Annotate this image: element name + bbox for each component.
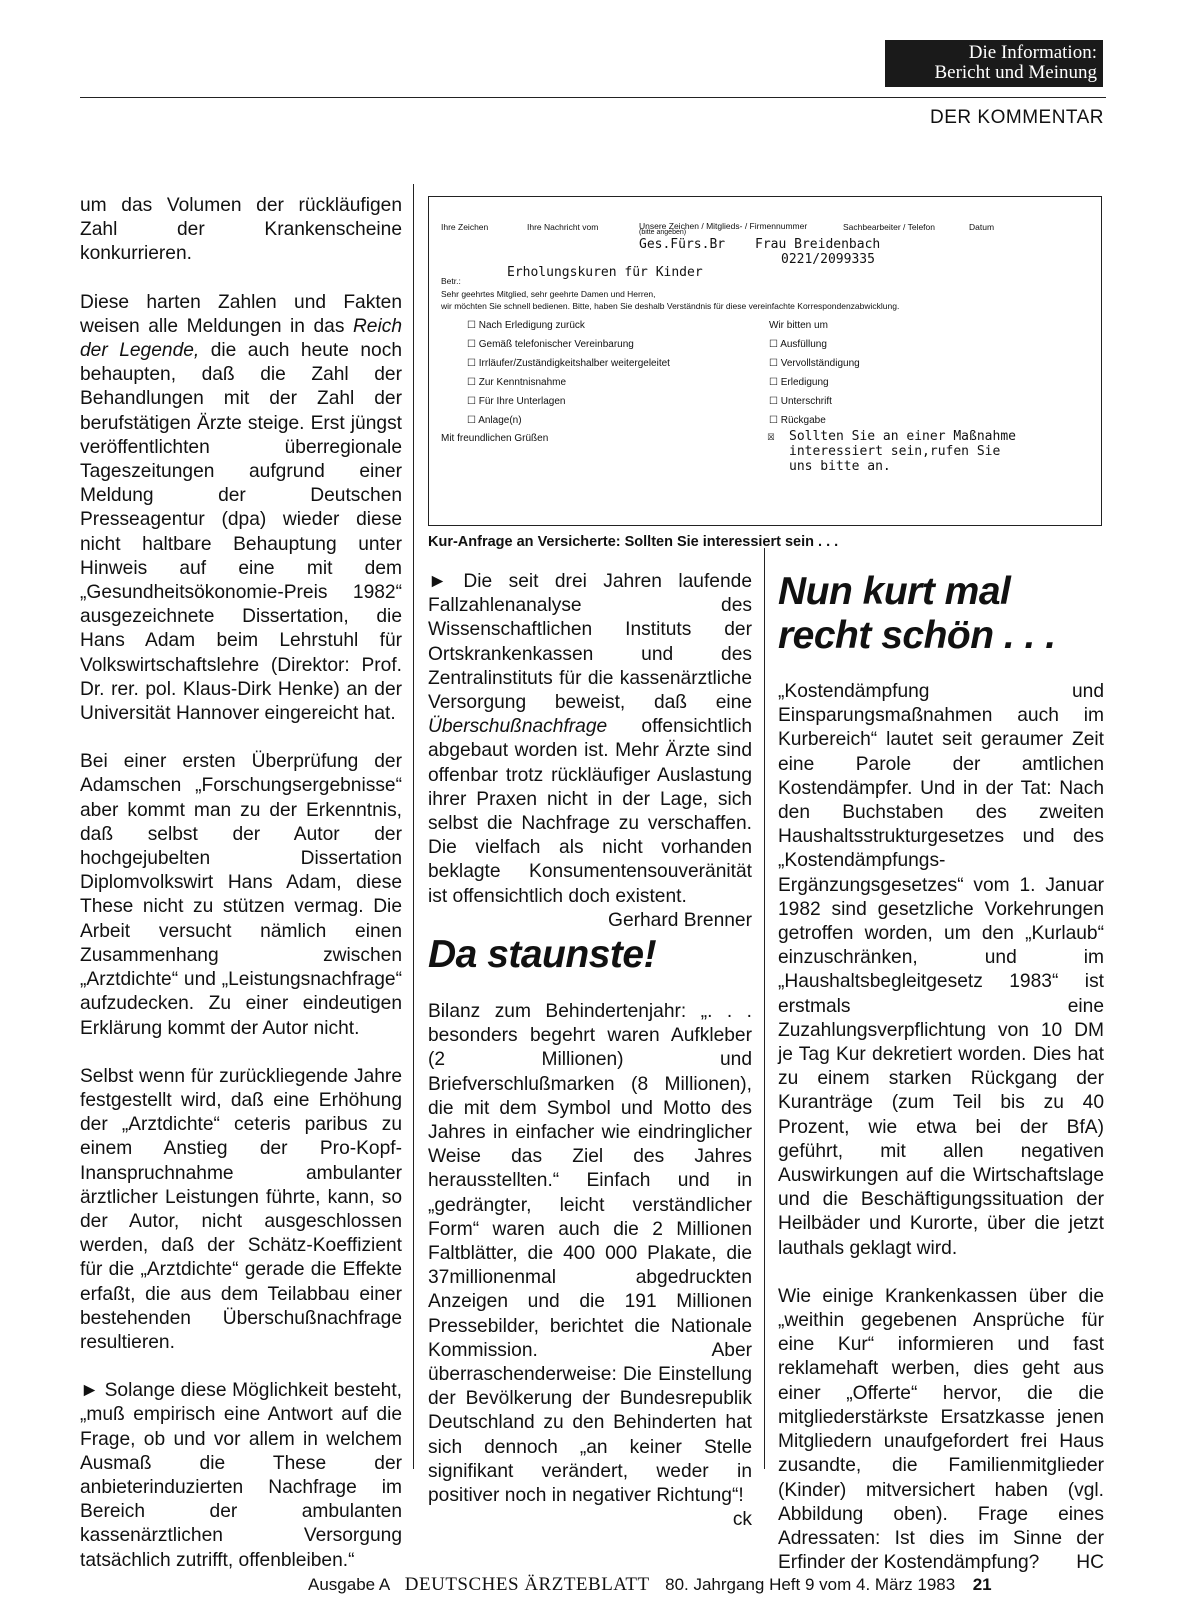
c3-paragraph-2	[778, 1285, 1104, 1575]
c2-p1-italic: Überschußnachfrage	[428, 716, 608, 738]
figure-caption: Kur-Anfrage an Versicherte: Sollten Sie interessiert sein . . .	[428, 534, 839, 550]
form-option-left-5: ☐ Für Ihre Unterlagen	[467, 396, 566, 407]
c1-paragraph-5	[80, 1379, 402, 1573]
form-option-right-3: ☐ Erledigung	[769, 377, 829, 388]
column-divider-1	[413, 184, 414, 1469]
footer-issue: 80. Jahrgang Heft 9 vom 4. März 1983	[665, 1575, 956, 1594]
c2-p2-text: Bilanz zum Behindertenjahr: „. . . besonders begehrt waren Aufkleber (2 Millionen) und Briefverschlußmarken (8 Millionen), die mit dem Symbol und Motto des Jahres in einfacher wie eindringlicher Weise das Ziel des Jahres herausstellten.“ Einfach und in „gedrängter, leicht verständlicher Form“ waren auch die 2 Millionen Faltblätter, die 400 000 Plakate, die 37millionenmal abgedruckten Anzeigen und die 191 Millionen Pressebilder, berichtet die Nationale Kommission. Aber überraschenderweise: Die Einstellung der Bevölkerung der Bundesrepublik Deutschland zu den Behinderten hat sich dennoch „an keiner Stelle signifikant verändert, weder in positiver noch in negativer Richtung“!	[428, 1001, 752, 1507]
footer-edition: Ausgabe A	[308, 1575, 390, 1594]
typed-note-line-3: uns bitte an.	[789, 459, 891, 474]
form-option-left-4: ☐ Zur Kenntnisnahme	[467, 377, 567, 388]
author-signature: Gerhard Brenner	[608, 909, 752, 931]
option-label: Irrläufer/Zuständigkeitshalber weitergeleitet	[478, 358, 670, 369]
option-label: Rückgabe	[780, 415, 826, 426]
c1-p2-text-b: die auch heute noch behaupten, daß die Zahl der Behandlungen mit der Zahl der berufstätigen Ärzte steige. Erst jüngst veröffentlichten überregionale Tageszeitungen aufgrund einer Meldung der Deutschen Presseagentur (dpa) wieder diese nicht haltbare Behauptung unter Hinweis auf eine mit dem „Gesundheitsökonomie-Preis 1982“ ausgezeichnete Dissertation, die Hans Adam beim Lehrstuhl für Volkswirtschaftslehre (Direktor: Prof. Dr. rer. pol. Klaus-Dirk Henke) an der Universität Hannover eingereicht hat.	[80, 340, 402, 725]
option-label: Unterschrift	[780, 396, 832, 407]
c2-paragraph-1	[428, 570, 752, 909]
typed-note-line-1: Sollten Sie an einer Maßnahme	[789, 429, 1016, 444]
option-label: Vervollständigung	[780, 358, 860, 369]
form-option-left-6: ☐ Anlage(n)	[467, 415, 522, 426]
column-2	[428, 570, 752, 933]
option-label: Gemäß telefonischer Vereinbarung	[478, 339, 634, 350]
option-label: Anlage(n)	[478, 415, 522, 426]
arrow-icon: ►	[428, 571, 447, 592]
checked-box-icon: ☒	[767, 429, 775, 444]
c1-p2-italic: Reich der Legende,	[80, 315, 402, 362]
form-option-right-4: ☐ Unterschrift	[769, 396, 832, 407]
c1-paragraph-3: Bei einer ersten Überprüfung der Adamschen „Forschungsergebnisse“ aber kommt man zu der Erkenntnis, daß selbst der Autor der hochgejubelten Dissertation Diplomvolkswirt Hans Adam, diese These nicht zu stützen vermag. Die Arbeit versucht nämlich einen Zusammenhang zwischen „Arztdichte“ und „Leistungsnachfrage“ aufzudecken. Zu einer eindeutigen Erklärung kommt der Autor nicht.	[80, 751, 402, 1039]
badge-line-2: Bericht und Meinung	[934, 62, 1097, 83]
option-label: Erledigung	[780, 377, 829, 388]
section-title: DER KOMMENTAR	[930, 107, 1104, 128]
form-option-left-2: ☐ Gemäß telefonischer Vereinbarung	[467, 339, 634, 350]
option-label: Ausfüllung	[780, 339, 827, 350]
c3-paragraph-1: „Kostendämpfung und Einsparungsmaßnahmen auch im Kurbereich“ lautet seit geraumer Zeit eine Parole der amtlichen Kostendämpfer. Und in der Tat: Nach den Buchstaben des zweiten Haushaltsstrukturgesetzes und des „Kostendämpfungs-Ergänzungsgesetzes“ vom 1. Januar 1982 sind gesetzliche Vorkehrungen getroffen worden, um den „Kurlaub“ einzuschränken, und im „Haushaltsbegleitgesetz 1983“ ist erstmals eine Zuzahlungsverpflichtung von 10 DM je Tag Kur dekretiert worden. Dies hat zu einem starken Rückgang der Kuranträge (zum Teil bis zu 40 Prozent, wie etwa bei der BfA) geführt, mit allen negativen Auswirkungen auf die Wirtschaftslage und die Beschäftigungssituation der Heilbäder und Kurorte, über die jetzt lauthals geklagt wird.	[778, 681, 1104, 1259]
option-label: Nach Erledigung zurück	[478, 320, 585, 331]
form-label-sachbearbeiter: Sachbearbeiter / Telefon	[843, 222, 935, 232]
form-salutation: Sehr geehrtes Mitglied, sehr geehrte Damen und Herren,	[441, 289, 656, 299]
page-footer	[308, 1574, 992, 1596]
form-option-left-1: ☐ Nach Erledigung zurück	[467, 320, 585, 331]
c1-paragraph-4: Selbst wenn für zurückliegende Jahre festgestellt wird, daß eine Erhöhung der „Arztdichte“ ceteris paribus zu einem Anstieg der Pro-Kopf-Inanspruchnahme ambulanter ärztlicher Leistungen führte, kann, so der Autor, nicht ausgeschlossen werden, daß der Schätz-Koeffizient für die „Arztdichte“ gerade die Effekte erfaßt, die aus dem Teilabbau einer bestehenden Überschußnachfrage resultieren.	[80, 1065, 402, 1353]
form-option-right-1: ☐ Ausfüllung	[769, 339, 827, 350]
headline-da-staunste: Da staunste!	[428, 933, 657, 976]
column-divider-2	[764, 548, 765, 1469]
typed-contact-phone: 0221/2099335	[781, 252, 875, 267]
arrow-icon: ►	[80, 1380, 99, 1402]
header-rule	[80, 97, 1106, 98]
form-label-ihre-nachricht: Ihre Nachricht vom	[527, 222, 599, 232]
form-option-left-3: ☐ Irrläufer/Zuständigkeitshalber weitergeleitet	[467, 358, 670, 369]
option-label: Für Ihre Unterlagen	[478, 396, 566, 407]
c2-initials: ck	[732, 1509, 752, 1531]
form-label-ihre-zeichen: Ihre Zeichen	[441, 222, 489, 232]
form-letter-figure	[428, 196, 1102, 526]
form-intro: wir möchten Sie schnell bedienen. Bitte, haben Sie deshalb Verständnis für diese vereinfachte Korrespondenzabwicklung.	[441, 301, 900, 311]
page-number: 21	[972, 1575, 992, 1594]
option-label: Zur Kenntnisnahme	[478, 377, 567, 388]
section-badge	[885, 40, 1103, 87]
c3-initials: HC	[1076, 1552, 1104, 1574]
c1-p5-text: Solange diese Möglichkeit besteht, „muß empirisch eine Antwort auf die Frage, ob und vor allem in welchem Ausmaß die These der anbieterinduzierten Nachfrage im Bereich der ambulanten kassenärztlichen Versorgung tatsächlich zutrifft, offenbleiben.“	[80, 1380, 402, 1571]
c2-paragraph-2	[428, 1000, 752, 1531]
form-label-unsere-zeichen: Unsere Zeichen / Mitglieds- / Firmennummer	[639, 221, 808, 231]
c2-p1-text-b: offensichtlich abgebaut worden ist. Mehr Ärzte sind offenbar trotz rückläufiger Auslastung ihrer Praxen nicht in der Lage, sich selbst die Nachfrage zu verschaffen. Die vielfach als nicht vorhanden beklagte Konsumentensouveränität ist offensichtlich doch existent.	[428, 716, 752, 907]
column-3	[778, 680, 1104, 1575]
typed-reference-code: Ges.Fürs.Br	[639, 237, 726, 252]
c1-p2-text-a: Diese harten Zahlen und Fakten weisen alle Meldungen in das	[80, 291, 402, 337]
typed-note-line-2: interessiert sein,rufen Sie	[789, 444, 1001, 459]
typed-subject: Erholungskuren für Kinder	[507, 265, 703, 280]
headline-line-2: recht schön . . .	[778, 614, 1056, 657]
form-label-betreff: Betr.:	[441, 276, 461, 286]
form-right-heading: Wir bitten um	[769, 320, 828, 331]
c2-p1-text-a: Die seit drei Jahren laufende Fallzahlenanalyse des Wissenschaftlichen Instituts der Ortskrankenkassen und des Zentralinstituts für die kassenärztliche Versorgung beweist, daß eine	[428, 571, 752, 714]
c1-paragraph-2	[80, 291, 402, 727]
c3-p2-text: Wie einige Krankenkassen über die „weithin gegebenen Ansprüche für eine Kur“ informieren und fast reklamehaft werben, dies geht aus einer „Offerte“ hervor, die die mitgliederstärkste Ersatzkasse jenen Mitgliedern unaufgefordert frei Haus zusandte, die Familienmitglieder (Kinder) mitversichert haben (vgl. Abbildung oben). Frage eines Adressaten: Ist dies im Sinne der Erfinder der Kostendämpfung?	[778, 1285, 1104, 1574]
form-closing: Mit freundlichen Grüßen	[441, 433, 549, 444]
footer-magazine: DEUTSCHES ÄRZTEBLATT	[404, 1574, 650, 1595]
headline-line-1: Nun kurt mal	[778, 570, 1011, 613]
form-label-datum: Datum	[969, 222, 995, 232]
badge-line-1: Die Information:	[968, 42, 1097, 63]
column-1	[80, 194, 402, 1573]
headline-nun-kurt-mal	[778, 570, 1056, 658]
typed-contact-name: Frau Breidenbach	[755, 237, 881, 252]
form-option-right-5: ☐ Rückgabe	[769, 415, 826, 426]
column-2-lower	[428, 1000, 752, 1532]
c1-paragraph-1: um das Volumen der rückläufigen Zahl der Krankenscheine konkurrieren.	[80, 195, 402, 265]
form-label-bitte-angeben: (bitte angeben)	[639, 229, 687, 236]
form-option-right-2: ☐ Vervollständigung	[769, 358, 860, 369]
